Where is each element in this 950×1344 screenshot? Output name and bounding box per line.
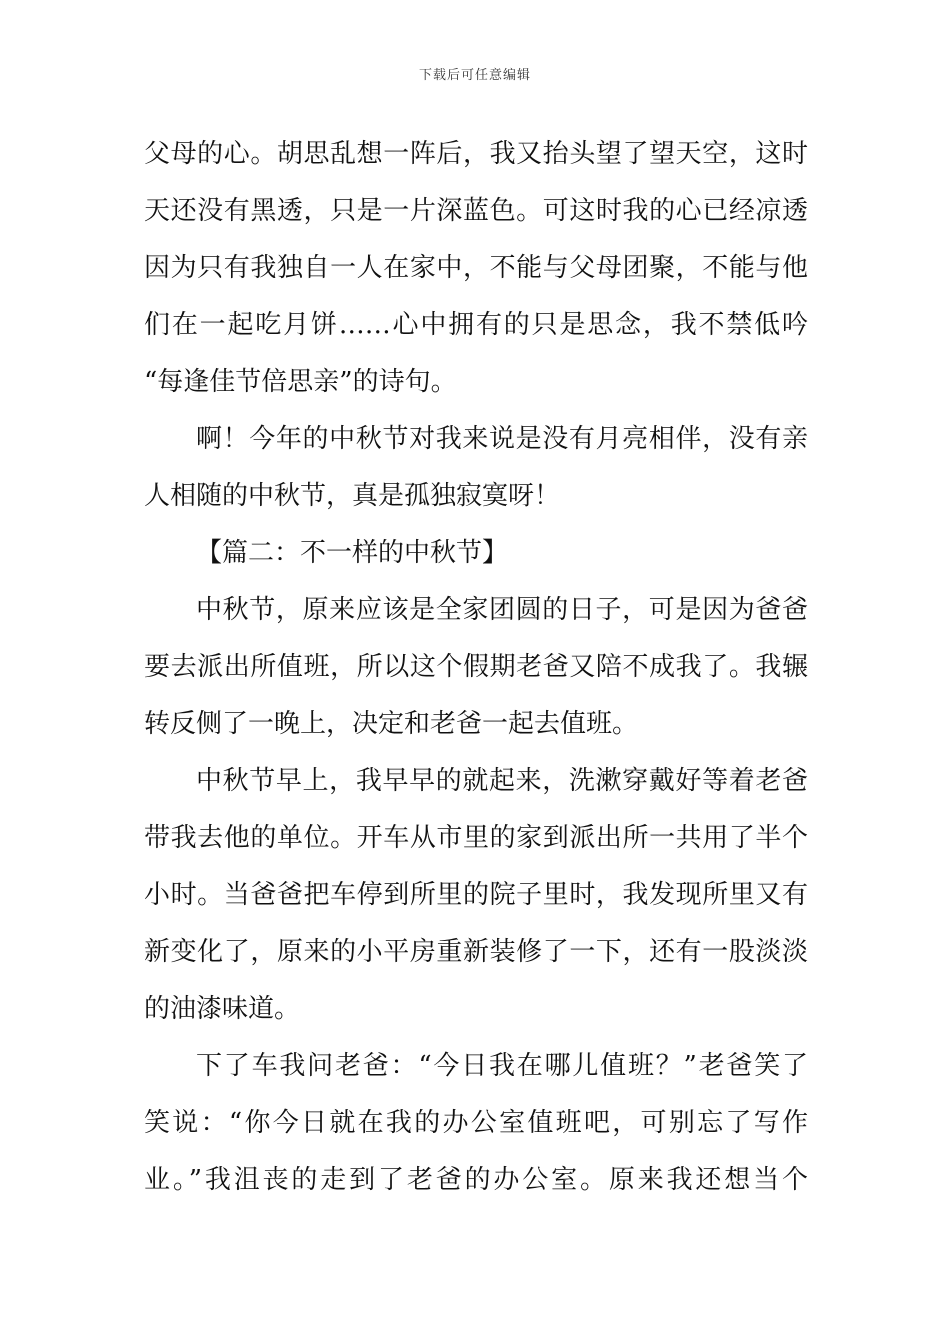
text-line: 要去派出所值班，所以这个假期老爸又陪不成我了。我辗: [144, 652, 808, 682]
paragraph-start: 中秋节早上，我早早的就起来，洗漱穿戴好等着老爸: [196, 766, 808, 796]
text-line: “每逢佳节倍思亲”的诗句。: [144, 367, 457, 397]
text-line: 业。”我沮丧的走到了老爸的办公室。原来我还想当个: [144, 1165, 808, 1195]
text-line: 带我去他的单位。开车从市里的家到派出所一共用了半个: [144, 823, 808, 853]
text-line: 人相随的中秋节，真是孤独寂寞呀！: [144, 481, 561, 511]
text-line: 转反侧了一晚上，决定和老爸一起去值班。: [144, 709, 639, 739]
text-line: 小时。当爸爸把车停到所里的院子里时，我发现所里又有: [144, 880, 808, 910]
text-line: 们在一起吃月饼……心中拥有的只是思念，我不禁低吟: [144, 310, 808, 340]
text-line: 因为只有我独自一人在家中，不能与父母团聚，不能与他: [144, 253, 808, 283]
section-heading: 【篇二：不一样的中秋节】: [196, 538, 509, 568]
text-line: 新变化了，原来的小平房重新装修了一下，还有一股淡淡: [144, 937, 808, 967]
text-line: 天还没有黑透，只是一片深蓝色。可这时我的心已经凉透: [144, 196, 808, 226]
text-line: 父母的心。胡思乱想一阵后，我又抬头望了望天空，这时: [144, 139, 808, 169]
body-text: [144, 126, 808, 1209]
paragraph-start: 啊！今年的中秋节对我来说是没有月亮相伴，没有亲: [196, 424, 808, 454]
text-line: 的油漆味道。: [144, 994, 301, 1024]
page-header: 下载后可任意编辑: [418, 68, 531, 83]
paragraph-start: 下了车我问老爸：“今日我在哪儿值班？”老爸笑了: [196, 1051, 808, 1081]
text-line: 笑说：“你今日就在我的办公室值班吧，可别忘了写作: [144, 1108, 808, 1138]
paragraph-start: 中秋节，原来应该是全家团圆的日子，可是因为爸爸: [196, 595, 808, 625]
